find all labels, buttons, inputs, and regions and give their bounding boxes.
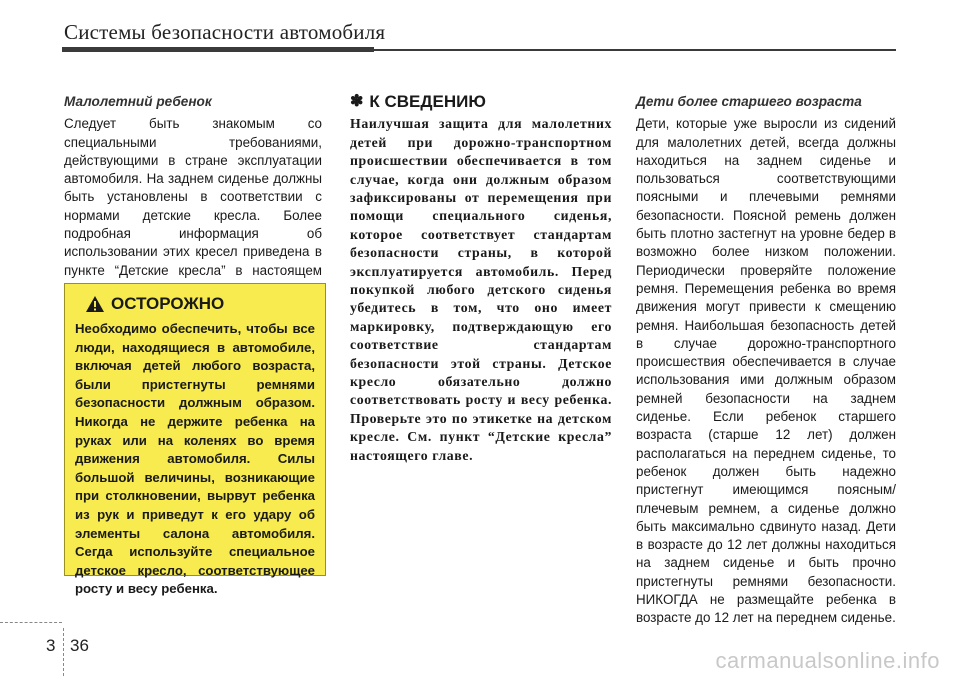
warning-triangle-icon bbox=[85, 295, 105, 313]
warning-title: ОСТОРОЖНО bbox=[111, 294, 225, 313]
section-number: 3 bbox=[46, 636, 56, 655]
page-number: 36 bbox=[70, 636, 89, 655]
warning-header bbox=[75, 294, 315, 314]
older-children-text: Дети, которые уже выросли из сидений для малолетних детей, всегда должны находиться на заднем сиденье и пользоваться соответствующими поясными и плечевыми ремнями безопасности. Поясной ремень должен быть плотно застегнут на уровне бедер в возможно более низком положении. Периодически проверяйте положение ремня. Перемещения ребенка во время движения могут привести к смещению ремня. Наибольшая безопасность детей в случае дорожно-транспортного происшествия обеспечивается в случае использования ими должным образом ремней безопасности на заднем сиденье. Если ребенок старшего возраста (старше 12 лет) должен располагаться на переднем сиденье, то ребенок должен быть надежно пристегнут имеющимся поясным/плечевым ремнем, а сиденье должно быть максимально сдвинуто назад. Дети в возрасте до 12 лет должны находиться на заднем сиденье и быть прочно пристегнуты ремнями безопасности. НИКОГДА не размещайте ребенка в возрасте до 12 лет на переднем сиденье. bbox=[636, 116, 896, 626]
header-rule-thick bbox=[62, 47, 374, 52]
column-small-child bbox=[64, 93, 322, 298]
note-header bbox=[350, 93, 612, 111]
warning-text: Необходимо обеспечить, чтобы все люди, находящиеся в автомобиле, включая детей любого возраста, были пристегнуты ремнями безопасности должным образом. Никогда не держите ребенка на руках или на коленях во время движения автомобиля. Силы большой величины, возникающие при столкновении, вырвут ребенка из рук и приведут к его удару об элементы салона автомобиля. Сегда используйте специальное детское кресло, соответствующее росту и весу ребенка. bbox=[75, 321, 315, 597]
note-text: Наилучшая защита для малолетних детей при дорожно-транспортном происшествии обеспечивается в том случае, когда они должным образом зафиксированы от перемещения при помощи специального сиденья, которое соответствует стандартам безопасности страны, в которой эксплуатируется автомобиль. Перед покупкой любого детского сиденья убедитесь в том, что оно имеет маркировку, подтверждающую его соответствие стандартам безопасности этой страны. Детское кресло обязательно должно соответствовать росту и весу ребенка. Проверьте это по этикетке на детском кресле. См. пункт “Детские кресла” настоящего главе. bbox=[350, 116, 612, 463]
header-rule-thin bbox=[374, 49, 896, 51]
watermark: carmanualsonline.info bbox=[715, 648, 940, 673]
column-note bbox=[350, 93, 612, 465]
small-child-text: Следует быть знакомым со специальными требованиями, действующими в стране эксплуатации автомобиля. На заднем сиденье должны быть установлены в соответствии с нормами детские кресла. Более подробная информация об использовании этих кресел приведена в пункте “Детские кресла” в настоящем bbox=[64, 116, 322, 278]
page-header-title: Системы безопасности автомобиля bbox=[64, 20, 386, 44]
footer-divider bbox=[63, 628, 64, 676]
small-child-heading: Малолетний ребенок bbox=[64, 94, 212, 109]
column-older-children bbox=[636, 93, 896, 628]
warning-box bbox=[64, 283, 326, 597]
note-star-icon: ✽ bbox=[350, 93, 364, 110]
older-children-heading: Дети более старшего возраста bbox=[636, 94, 862, 109]
note-title: К СВЕДЕНИЮ bbox=[369, 92, 486, 111]
footer-rule bbox=[0, 622, 62, 623]
